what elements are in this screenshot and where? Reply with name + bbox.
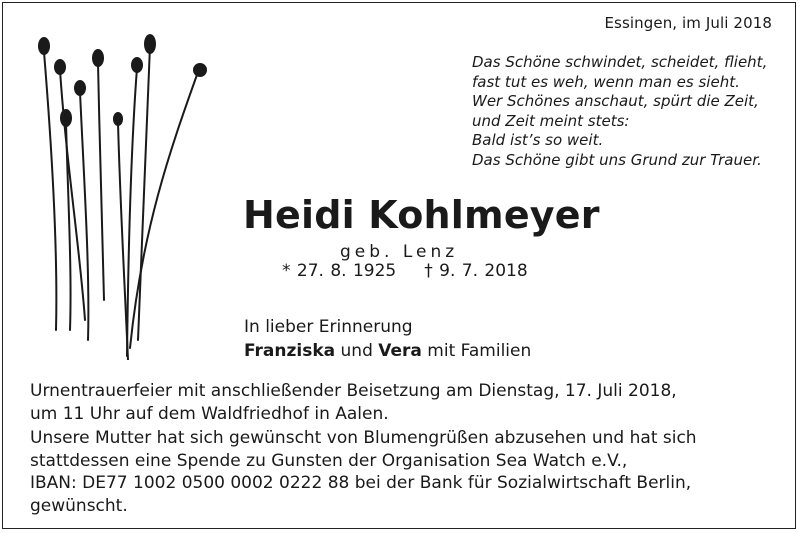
mourner-families: mit Familien — [427, 341, 532, 361]
life-dates — [282, 261, 528, 281]
notice-text — [30, 380, 780, 519]
death-date: † 9. 7. 2018 — [424, 261, 528, 281]
donation-paragraph — [30, 427, 780, 517]
deceased-name: Heidi Kohlmeyer — [243, 193, 600, 237]
text-line: um 11 Uhr auf dem Waldfriedhof in Aalen. — [30, 403, 389, 424]
mourners — [244, 315, 531, 363]
place-date: Essingen, im Juli 2018 — [604, 14, 772, 32]
poem — [472, 53, 792, 171]
poem-line: Das Schöne schwindet, scheidet, flieht, — [472, 53, 768, 71]
mourner-conjunction: und — [340, 341, 373, 361]
birth-name: geb. Lenz — [340, 242, 459, 262]
poem-line: und Zeit meint stets: — [472, 111, 630, 130]
text-line: Unsere Mutter hat sich gewünscht von Blumengrüßen abzusehen und hat sich — [30, 428, 697, 448]
mourner-name: Vera — [378, 341, 422, 361]
poem-line: Wer Schönes anschaut, spürt die Zeit, — [472, 92, 759, 111]
mourners-names — [244, 339, 531, 363]
poppy-stems-illustration — [30, 30, 220, 360]
poem-line: Bald ist’s so weit. — [472, 131, 604, 150]
poem-line: fast tut es weh, wenn man es sieht. — [472, 72, 740, 91]
mourners-intro: In lieber Erinnerung — [244, 317, 413, 337]
text-line: gewünscht. — [30, 495, 128, 516]
poem-line: Das Schöne gibt uns Grund zur Trauer. — [472, 150, 762, 169]
birth-date: * 27. 8. 1925 — [282, 261, 397, 281]
text-line: stattdessen eine Spende zu Gunsten der Organisation Sea Watch e.V., — [30, 450, 628, 471]
text-line: Urnentrauerfeier mit anschließender Beisetzung am Dienstag, 17. Juli 2018, — [30, 381, 677, 401]
text-line: IBAN: DE77 1002 0500 0002 0222 88 bei der Bank für Sozialwirtschaft Berlin, — [30, 473, 692, 493]
funeral-paragraph — [30, 380, 780, 425]
mourner-name: Franziska — [244, 341, 336, 361]
